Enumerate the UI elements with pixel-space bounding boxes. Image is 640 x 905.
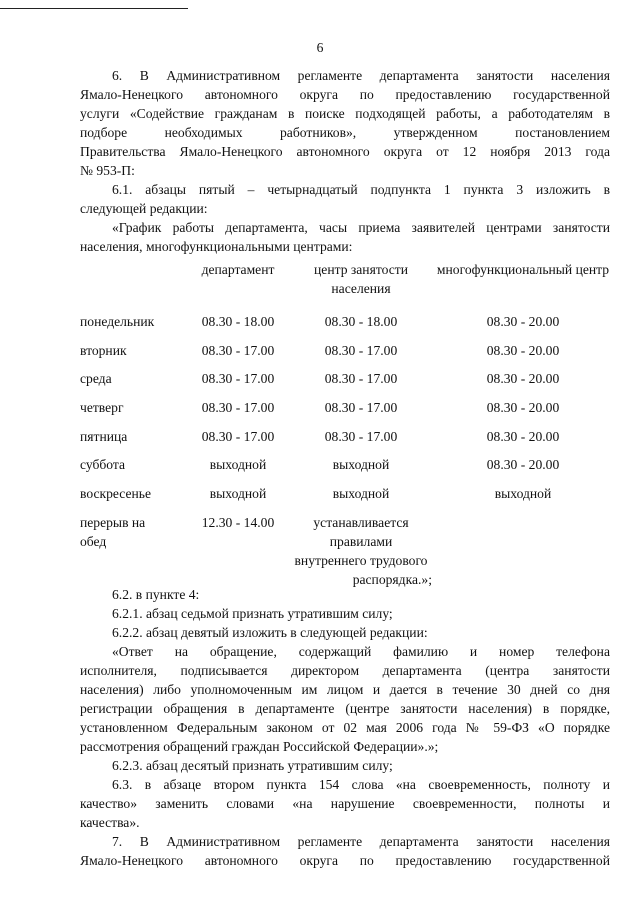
text-line: распорядка.»; xyxy=(352,571,432,587)
text-line: населения) либо уполномоченным им лицом и дается в течение 30 дней со дня xyxy=(80,682,610,697)
text-line: населения, многофункциональными центрами: xyxy=(80,239,353,254)
mfc-hours: 08.30 - 20.00 xyxy=(486,400,560,416)
table-row xyxy=(80,369,610,398)
department-hours: выходной xyxy=(209,486,267,502)
department-hours: 08.30 - 17.00 xyxy=(201,342,275,358)
header-department: департамент xyxy=(201,262,275,277)
schedule-intro xyxy=(80,218,610,256)
header-employment-center: центр занятости населения xyxy=(314,262,408,296)
mfc-hours: 08.30 - 20.00 xyxy=(486,342,560,358)
table-row xyxy=(80,312,610,341)
text-line: «График работы департамента, часы приема заявителей центрами занятости xyxy=(112,220,610,235)
text-line: установленном Федеральным законом от 02 мая 2006 года № 59-ФЗ «О порядке xyxy=(80,720,610,735)
text-line: перерыв на xyxy=(80,514,146,530)
day-cell: воскресенье xyxy=(80,486,152,502)
text-line: подборе необходимых работников», утвержденном постановлением xyxy=(80,125,610,140)
day-cell: вторник xyxy=(80,342,127,358)
text-line: Ямало-Ненецкого автономного округа по предоставлению государственной xyxy=(80,853,610,868)
text-line: услуги «Содействие гражданам в поиске подходящей работы, а работодателям в xyxy=(80,106,610,121)
text-line: «Ответ на обращение, содержащий фамилию и номер телефона xyxy=(112,644,610,659)
schedule-table xyxy=(80,260,610,589)
header-mfc: многофункциональный центр xyxy=(436,262,610,277)
day-cell xyxy=(80,513,190,589)
paragraph-6 xyxy=(80,66,610,180)
mfc-hours: 08.30 - 20.00 xyxy=(486,314,560,329)
employment-center-hours: выходной xyxy=(332,486,390,502)
employment-center-hours: 08.30 - 17.00 xyxy=(324,342,398,358)
employment-center-hours: выходной xyxy=(332,457,390,473)
employment-center-break xyxy=(286,513,436,589)
paragraph-6-2 xyxy=(80,585,610,642)
employment-center-hours: 08.30 - 18.00 xyxy=(324,314,398,329)
text-line: 6.2.2. абзац девятый изложить в следующей редакции: xyxy=(112,625,428,640)
mfc-hours: 08.30 - 20.00 xyxy=(486,428,560,444)
text-line: 6.2.1. абзац седьмой признать утратившим силу; xyxy=(112,606,393,621)
text-line: следующей редакции: xyxy=(80,201,208,216)
text-line: правилами xyxy=(329,533,393,549)
table-row xyxy=(80,341,610,370)
mfc-empty xyxy=(436,513,610,589)
day-cell: понедельник xyxy=(80,314,155,329)
table-row xyxy=(80,427,610,456)
day-cell: пятница xyxy=(80,428,128,444)
text-line: 6.3. в абзаце втором пункта 154 слова «на своевременность, полноту и xyxy=(112,777,610,792)
mfc-hours: 08.30 - 20.00 xyxy=(486,457,560,473)
lunch-break-row xyxy=(80,513,610,589)
day-cell: среда xyxy=(80,371,112,387)
text-line: качества». xyxy=(80,815,140,830)
day-cell: суббота xyxy=(80,457,126,473)
employment-center-hours: 08.30 - 17.00 xyxy=(324,428,398,444)
mfc-hours: 08.30 - 20.00 xyxy=(486,371,560,387)
text-line: исполнителя, подписывается директором департамента (центра занятости xyxy=(80,663,610,678)
text-line: качество» заменить словами «на нарушение своевременности, полноты и xyxy=(80,796,610,811)
text-line: Правительства Ямало-Ненецкого автономного округа от 12 ноября 2013 года xyxy=(80,144,610,159)
employment-center-hours: 08.30 - 17.00 xyxy=(324,371,398,387)
text-line: внутреннего трудового xyxy=(294,552,428,568)
mfc-hours: выходной xyxy=(494,486,552,502)
response-quote xyxy=(80,642,610,756)
text-line: регистрации обращения в департаменте (центре занятости населения) в порядке, xyxy=(80,701,610,716)
text-line: Ямало-Ненецкого автономного округа по предоставлению государственной xyxy=(80,87,610,102)
table-row xyxy=(80,484,610,513)
text-line: рассмотрения обращений граждан Российской Федерации».»; xyxy=(80,739,439,754)
department-hours: выходной xyxy=(209,457,267,473)
paragraph-7 xyxy=(80,832,610,870)
table-row xyxy=(80,398,610,427)
text-line: 6. В Административном регламенте департамента занятости населения xyxy=(112,68,610,83)
paragraph-6-1 xyxy=(80,180,610,218)
employment-center-hours: 08.30 - 17.00 xyxy=(324,400,398,416)
text-line: обед xyxy=(80,533,107,549)
header-rule xyxy=(0,8,188,9)
department-hours: 08.30 - 17.00 xyxy=(201,400,275,416)
department-hours: 08.30 - 18.00 xyxy=(201,314,275,329)
text-line: устанавливается xyxy=(313,514,409,530)
paragraph-6-2-3 xyxy=(80,756,610,775)
text-line: 6.2. в пункте 4: xyxy=(112,587,200,602)
paragraph-6-3 xyxy=(80,775,610,832)
text-line: 6.1. абзацы пятый – четырнадцатый подпункта 1 пункта 3 изложить в xyxy=(112,182,610,197)
department-hours: 08.30 - 17.00 xyxy=(201,428,275,444)
table-row xyxy=(80,455,610,484)
table-header xyxy=(80,260,610,312)
header-empty xyxy=(80,260,190,312)
text-line: 7. В Административном регламенте департамента занятости населения xyxy=(112,834,610,849)
department-hours: 12.30 - 14.00 xyxy=(201,514,275,530)
text-line: 6.2.3. абзац десятый признать утратившим силу; xyxy=(112,758,393,773)
department-hours: 08.30 - 17.00 xyxy=(201,371,275,387)
day-cell: четверг xyxy=(80,400,124,416)
page-number: 6 xyxy=(316,40,324,55)
text-line: № 953-П: xyxy=(80,163,135,178)
